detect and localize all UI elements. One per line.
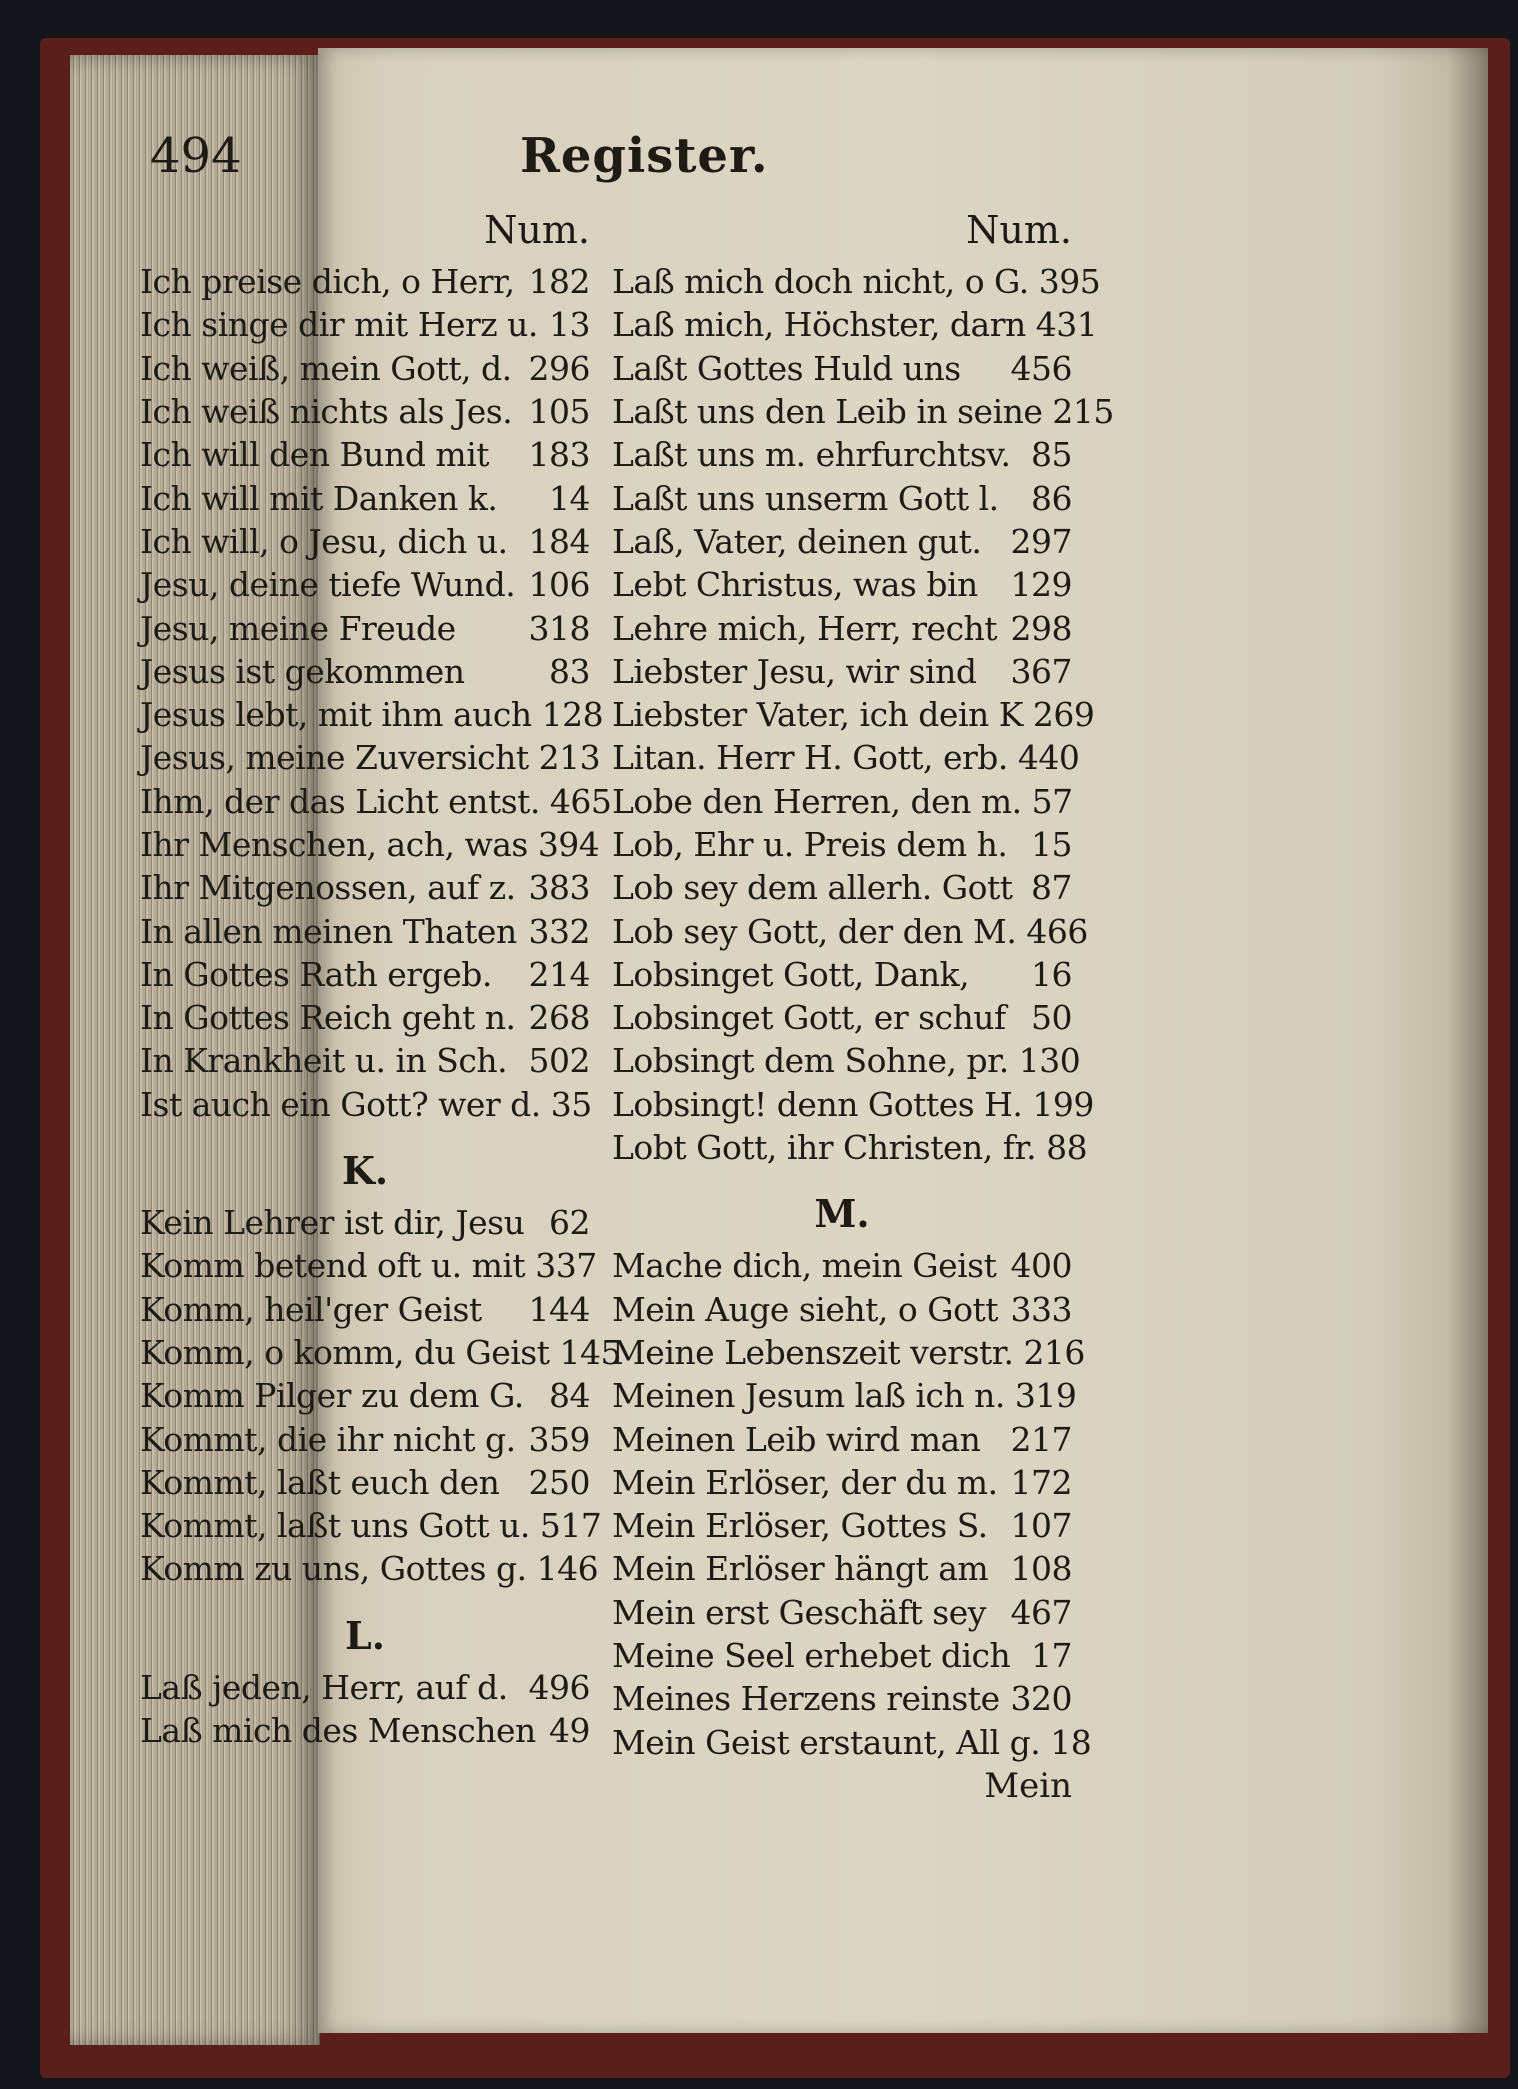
- entry-title: Laß, Vater, deinen gut.: [612, 521, 982, 561]
- entry-number: 57: [1031, 781, 1073, 821]
- entry-title: Lehre mich, Herr, recht: [612, 608, 998, 648]
- index-entry: [612, 780, 1072, 823]
- entry-number: 502: [528, 1041, 590, 1081]
- entry-title: Lobe den Herren, den m.: [612, 781, 1022, 821]
- index-entry: [612, 1039, 1081, 1082]
- entry-number: 215: [1052, 392, 1114, 432]
- index-entry: [612, 476, 1072, 519]
- entry-title: Lob sey Gott, der den M.: [612, 911, 1017, 951]
- entry-title: Laßt Gottes Huld uns: [612, 348, 961, 388]
- index-entry: [612, 563, 1072, 606]
- entry-number: 129: [1010, 565, 1072, 605]
- index-entry: [612, 1331, 1085, 1374]
- entry-number: 318: [528, 608, 590, 648]
- entry-number: 14: [549, 478, 590, 518]
- entry-title: Ich will, o Jesu, dich u.: [140, 521, 508, 561]
- index-entry: [612, 1591, 1072, 1634]
- page-number: 494: [150, 128, 242, 184]
- entry-number: 86: [1031, 478, 1072, 518]
- entry-title: Laß mich des Menschen: [140, 1711, 536, 1751]
- entry-number: 146: [536, 1549, 599, 1589]
- entry-number: 395: [1038, 262, 1101, 302]
- index-entry: [612, 1721, 1092, 1764]
- entry-number: 107: [1010, 1506, 1072, 1546]
- entry-number: 359: [528, 1419, 590, 1459]
- entry-title: Kein Lehrer ist dir, Jesu: [140, 1203, 525, 1243]
- entry-number: 297: [1010, 521, 1072, 561]
- letter-heading: M.: [814, 1191, 870, 1237]
- index-entry: [140, 1201, 590, 1244]
- entry-number: 128: [541, 695, 604, 735]
- entry-number: 50: [1031, 998, 1072, 1038]
- index-entry: [612, 1126, 1088, 1169]
- index-entry: [140, 1417, 590, 1460]
- index-entry: [140, 347, 590, 390]
- entry-number: 466: [1026, 911, 1088, 951]
- entry-number: 88: [1046, 1128, 1088, 1168]
- entry-title: Meines Herzens reinste: [612, 1679, 1000, 1719]
- entry-number: 333: [1010, 1289, 1072, 1329]
- index-entry: [612, 1634, 1072, 1677]
- entry-number: 130: [1018, 1041, 1081, 1081]
- index-entry: [612, 1547, 1072, 1590]
- entry-title: Laß jeden, Herr, auf d.: [140, 1667, 508, 1707]
- index-entry: [140, 476, 590, 519]
- index-entry: [140, 1461, 590, 1504]
- entry-title: Mache dich, mein Geist: [612, 1246, 997, 1286]
- index-entry: [140, 1244, 597, 1287]
- index-entry: [140, 1504, 602, 1547]
- entry-number: 13: [549, 305, 590, 345]
- index-entry: [140, 520, 590, 563]
- entry-title: Ich singe dir mit Herz u.: [140, 305, 538, 345]
- entry-title: Meine Seel erhebet dich: [612, 1636, 1011, 1676]
- index-entry: [140, 1288, 590, 1331]
- entry-number: 17: [1031, 1636, 1072, 1676]
- index-entry: [612, 260, 1101, 303]
- entry-title: Laßt uns den Leib in seine: [612, 392, 1043, 432]
- index-entry: [140, 606, 590, 649]
- entry-title: Lob sey dem allerh. Gott: [612, 868, 1013, 908]
- entry-number: 394: [537, 825, 600, 864]
- entry-title: Mein Auge sieht, o Gott: [612, 1289, 998, 1329]
- entry-number: 431: [1035, 305, 1098, 345]
- index-entry: [612, 1417, 1072, 1460]
- entry-title: Liebster Jesu, wir sind: [612, 651, 977, 691]
- letter-heading: L.: [345, 1612, 385, 1658]
- entry-title: Laß mich, Höchster, darn: [612, 305, 1026, 345]
- entry-title: In allen meinen Thaten: [140, 911, 517, 951]
- entry-title: Ich will den Bund mit: [140, 435, 490, 475]
- entry-number: 144: [528, 1289, 590, 1329]
- entry-title: Lobsingt dem Sohne, pr.: [612, 1041, 1009, 1081]
- entry-title: Lobsinget Gott, er schuf: [612, 998, 1006, 1038]
- entry-title: Mein Erlöser hängt am: [612, 1549, 989, 1589]
- index-entry: [140, 303, 590, 346]
- index-entry: [612, 953, 1072, 996]
- catchword: Mein: [984, 1765, 1072, 1806]
- index-entry: [612, 823, 1072, 866]
- entry-title: Jesu, meine Freude: [140, 608, 456, 648]
- index-entry: [140, 1547, 599, 1590]
- index-entry: [140, 1709, 590, 1752]
- entry-number: 298: [1010, 608, 1072, 648]
- entry-number: 182: [528, 262, 590, 302]
- entry-title: Komm Pilger zu dem G.: [140, 1376, 524, 1416]
- entry-title: Ich will mit Danken k.: [140, 478, 498, 518]
- entry-number: 84: [549, 1376, 590, 1416]
- entry-number: 440: [1017, 738, 1080, 778]
- index-column-left: [140, 200, 621, 1752]
- index-entry: [140, 693, 604, 736]
- column-heading: Num.: [484, 208, 590, 252]
- spine-shadow: [1448, 48, 1488, 2033]
- index-entry: [140, 866, 590, 909]
- index-entry: [612, 736, 1080, 779]
- entry-number: 332: [528, 911, 590, 951]
- entry-number: 184: [528, 521, 590, 561]
- entry-number: 296: [528, 348, 590, 388]
- entry-number: 250: [528, 1462, 590, 1502]
- entry-title: In Gottes Reich geht n.: [140, 998, 516, 1038]
- entry-title: Meinen Leib wird man: [612, 1419, 981, 1459]
- entry-number: 106: [528, 565, 590, 605]
- index-entry: [140, 390, 590, 433]
- entry-number: 83: [549, 651, 590, 691]
- entry-title: In Gottes Rath ergeb.: [140, 954, 492, 994]
- entry-number: 16: [1031, 954, 1072, 994]
- entry-title: Jesus, meine Zuversicht: [140, 738, 529, 778]
- entry-title: Laß mich doch nicht, o G.: [612, 262, 1029, 302]
- entry-number: 367: [1010, 651, 1072, 691]
- entry-number: 183: [528, 435, 590, 475]
- entry-title: Mein erst Geschäft sey: [612, 1592, 986, 1632]
- index-entry: [140, 1374, 590, 1417]
- entry-title: Kommt, laßt uns Gott u.: [140, 1506, 530, 1546]
- entry-title: Lobt Gott, ihr Christen, fr.: [612, 1128, 1037, 1168]
- entry-title: Ich weiß nichts als Jes.: [140, 392, 513, 432]
- entry-number: 496: [528, 1667, 590, 1707]
- entry-number: 467: [1010, 1592, 1072, 1632]
- entry-title: Kommt, laßt euch den: [140, 1462, 500, 1502]
- entry-number: 18: [1050, 1722, 1092, 1762]
- index-entry: [612, 693, 1095, 736]
- index-entry: [612, 996, 1072, 1039]
- letter-heading: K.: [341, 1147, 389, 1193]
- index-entry: [140, 1666, 590, 1709]
- entry-number: 145: [559, 1332, 621, 1372]
- entry-number: 105: [528, 392, 590, 432]
- entry-number: 15: [1031, 825, 1072, 864]
- index-entry: [612, 347, 1072, 390]
- entry-title: Mein Erlöser, der du m.: [612, 1462, 998, 1502]
- entry-title: Mein Erlöser, Gottes S.: [612, 1506, 988, 1546]
- entry-title: Litan. Herr H. Gott, erb.: [612, 738, 1008, 778]
- index-entry: [140, 563, 590, 606]
- entry-number: 268: [528, 998, 590, 1038]
- index-entry: [140, 260, 590, 303]
- entry-number: 216: [1023, 1332, 1085, 1372]
- entry-title: Komm, heil'ger Geist: [140, 1289, 482, 1329]
- entry-number: 213: [538, 738, 601, 778]
- index-entry: [140, 433, 590, 476]
- index-entry: [612, 1083, 1094, 1126]
- entry-title: Ihr Mitgenossen, auf z.: [140, 868, 516, 908]
- entry-title: Lobsingt! denn Gottes H.: [612, 1084, 1023, 1124]
- entry-number: 400: [1010, 1246, 1072, 1286]
- index-entry: [612, 433, 1072, 476]
- entry-title: Komm betend oft u. mit: [140, 1246, 526, 1286]
- running-head: Register.: [520, 128, 769, 184]
- entry-title: Mein Geist erstaunt, All g.: [612, 1722, 1041, 1762]
- entry-title: Laßt uns unserm Gott l.: [612, 478, 999, 518]
- entry-title: Lebt Christus, was bin: [612, 565, 978, 605]
- index-entry: [140, 736, 601, 779]
- entry-title: Liebster Vater, ich dein K: [612, 695, 1023, 735]
- index-entry: [612, 1244, 1072, 1287]
- entry-number: 172: [1010, 1462, 1072, 1502]
- entry-title: Komm, o komm, du Geist: [140, 1332, 550, 1372]
- entry-number: 49: [549, 1711, 590, 1751]
- index-entry: [612, 1288, 1072, 1331]
- index-entry: [612, 1504, 1072, 1547]
- entry-title: Laßt uns m. ehrfurchtsv.: [612, 435, 1011, 475]
- entry-title: Kommt, die ihr nicht g.: [140, 1419, 516, 1459]
- index-entry: [140, 953, 590, 996]
- entry-number: 217: [1010, 1419, 1072, 1459]
- column-heading: Num.: [966, 208, 1072, 252]
- index-column-right: [612, 200, 1114, 1809]
- entry-number: 269: [1032, 695, 1095, 735]
- entry-number: 320: [1010, 1679, 1072, 1719]
- entry-title: Lobsinget Gott, Dank,: [612, 954, 970, 994]
- index-entry: [612, 606, 1072, 649]
- entry-title: Ist auch ein Gott? wer d.: [140, 1084, 541, 1124]
- entry-title: Ich weiß, mein Gott, d.: [140, 348, 512, 388]
- index-entry: [612, 1374, 1077, 1417]
- index-entry: [612, 866, 1072, 909]
- entry-number: 337: [535, 1246, 597, 1286]
- entry-title: Meine Lebenszeit verstr.: [612, 1332, 1014, 1372]
- index-entry: [140, 780, 612, 823]
- index-entry: [612, 303, 1098, 346]
- index-entry: [140, 909, 590, 952]
- index-entry: [140, 1039, 590, 1082]
- entry-title: In Krankheit u. in Sch.: [140, 1041, 508, 1081]
- entry-number: 62: [549, 1203, 590, 1243]
- index-entry: [140, 650, 590, 693]
- index-entry: [140, 823, 600, 866]
- entry-number: 35: [550, 1084, 592, 1124]
- index-entry: [612, 1677, 1072, 1720]
- entry-title: Jesus lebt, mit ihm auch: [140, 695, 532, 735]
- entry-number: 199: [1032, 1084, 1094, 1124]
- index-entry: [612, 909, 1088, 952]
- entry-title: Komm zu uns, Gottes g.: [140, 1549, 527, 1589]
- entry-number: 87: [1031, 868, 1072, 908]
- index-entry: [612, 390, 1114, 433]
- entry-title: Ich preise dich, o Herr,: [140, 262, 515, 302]
- entry-number: 108: [1010, 1549, 1072, 1589]
- index-entry: [612, 1461, 1072, 1504]
- entry-title: Lob, Ehr u. Preis dem h.: [612, 825, 1008, 864]
- entry-number: 85: [1031, 435, 1072, 475]
- index-entry: [612, 520, 1072, 563]
- entry-number: 214: [528, 954, 590, 994]
- entry-number: 517: [539, 1506, 602, 1546]
- entry-number: 465: [549, 781, 612, 821]
- entry-number: 319: [1014, 1376, 1077, 1416]
- index-entry: [140, 1083, 590, 1126]
- entry-title: Meinen Jesum laß ich n.: [612, 1376, 1005, 1416]
- entry-title: Jesu, deine tiefe Wund.: [140, 565, 516, 605]
- entry-number: 456: [1010, 348, 1072, 388]
- entry-title: Ihm, der das Licht entst.: [140, 781, 540, 821]
- index-entry: [140, 996, 590, 1039]
- entry-title: Jesus ist gekommen: [140, 651, 465, 691]
- index-entry: [140, 1331, 621, 1374]
- entry-title: Ihr Menschen, ach, was: [140, 825, 528, 864]
- index-entry: [612, 650, 1072, 693]
- entry-number: 383: [528, 868, 590, 908]
